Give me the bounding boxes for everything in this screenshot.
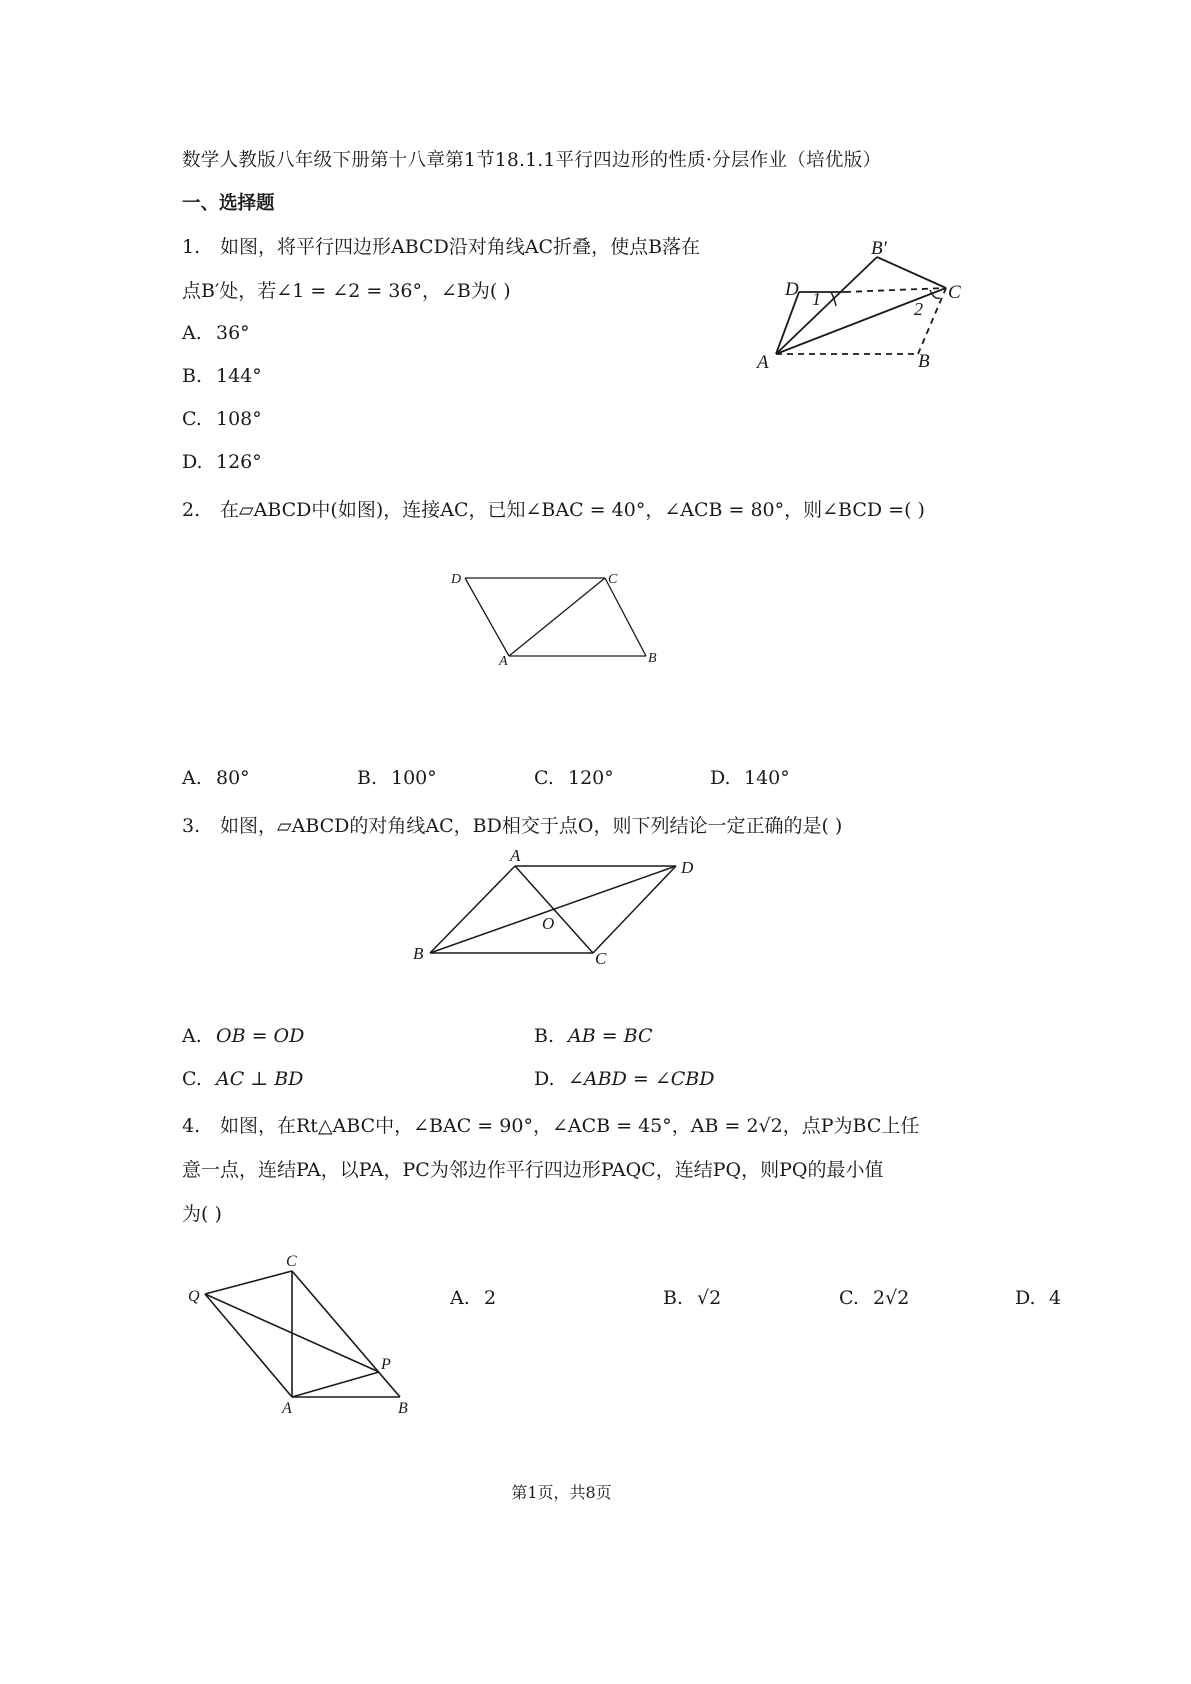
label-p: P xyxy=(381,1356,391,1373)
option-letter: C. xyxy=(182,408,202,430)
question-4-line-3: 为( ) xyxy=(182,1203,222,1225)
question-number: 1. xyxy=(182,236,201,258)
segment-qa xyxy=(205,1294,292,1397)
option-text: 4 xyxy=(1049,1287,1062,1309)
label-b: B xyxy=(413,944,424,963)
question-text: 如图，将平行四边形ABCD沿对角线AC折叠，使点B落在 xyxy=(220,236,701,258)
option-letter: C. xyxy=(839,1287,859,1309)
question-4-line-2: 意一点，连结PA，以PA，PC为邻边作平行四边形PAQC，连结PQ，则PQ的最小值 xyxy=(182,1159,884,1181)
option-text: AC ⊥ BD xyxy=(216,1068,304,1090)
option-letter: D. xyxy=(1015,1287,1036,1309)
section-heading: 一、选择题 xyxy=(182,193,275,214)
label-a: A xyxy=(499,654,508,669)
label-b: B xyxy=(918,351,930,372)
option-letter: D. xyxy=(534,1068,555,1090)
question-text: 如图，▱ABCD的对角线AC，BD相交于点O，则下列结论一定正确的是( ) xyxy=(220,815,843,837)
question-text: 在▱ABCD中(如图)，连接AC，已知∠BAC = 40°，∠ACB = 80°，则∠BCD =( ) xyxy=(220,499,925,521)
option-text: √2 xyxy=(697,1287,722,1309)
option-text: 126° xyxy=(216,451,262,473)
option-letter: A. xyxy=(450,1287,470,1309)
question-1-line-2: 点B′处，若∠1 = ∠2 = 36°，∠B为( ) xyxy=(182,280,511,302)
option-letter: A. xyxy=(182,1025,202,1047)
label-angle-1: 1 xyxy=(812,289,821,309)
label-c: C xyxy=(595,949,607,968)
label-a: A xyxy=(757,352,769,373)
label-c: C xyxy=(948,282,961,303)
option-text: 120° xyxy=(568,767,614,789)
option-letter: D. xyxy=(710,767,731,789)
label-angle-2: 2 xyxy=(914,299,923,319)
question-4-option-b[interactable] xyxy=(663,1287,721,1309)
option-text: ∠ABD = ∠CBD xyxy=(568,1068,715,1090)
option-letter: B. xyxy=(182,365,203,387)
question-4-option-a[interactable] xyxy=(450,1287,496,1309)
question-number: 4. xyxy=(182,1115,201,1137)
option-text: OB = OD xyxy=(216,1025,305,1047)
segment-ap xyxy=(292,1372,379,1397)
option-text: 36° xyxy=(216,322,250,344)
segment-cb xyxy=(292,1271,400,1397)
label-a: A xyxy=(282,1400,292,1417)
question-number: 2. xyxy=(182,499,201,521)
page-footer: 第1页，共8页 xyxy=(511,1483,612,1502)
option-text: AB = BC xyxy=(568,1025,653,1047)
option-letter: C. xyxy=(182,1068,202,1090)
option-text: 80° xyxy=(216,767,250,789)
label-b: B xyxy=(398,1400,408,1417)
label-b-prime: B′ xyxy=(871,238,887,259)
option-letter: B. xyxy=(663,1287,684,1309)
question-4-option-c[interactable] xyxy=(839,1287,909,1309)
label-d: D xyxy=(681,858,694,877)
question-number: 3. xyxy=(182,815,201,837)
option-text: 140° xyxy=(744,767,790,789)
option-text: 100° xyxy=(391,767,437,789)
label-c: C xyxy=(286,1253,297,1270)
label-a: A xyxy=(510,846,521,865)
label-d: D xyxy=(785,279,799,300)
option-letter: A. xyxy=(182,322,202,344)
label-d: D xyxy=(451,572,462,587)
question-text: 如图，在Rt△ABC中，∠BAC = 90°，∠ACB = 45°，AB = 2√2，点P为BC上任 xyxy=(220,1115,920,1137)
option-letter: B. xyxy=(534,1025,555,1047)
label-c: C xyxy=(608,572,618,587)
segment-qc xyxy=(205,1271,292,1294)
label-b: B xyxy=(648,651,657,666)
option-text: 2 xyxy=(484,1287,497,1309)
option-letter: B. xyxy=(357,767,378,789)
option-letter: D. xyxy=(182,451,203,473)
option-text: 144° xyxy=(216,365,262,387)
question-4-option-d[interactable] xyxy=(1015,1287,1061,1309)
option-letter: C. xyxy=(534,767,554,789)
option-letter: A. xyxy=(182,767,202,789)
label-q: Q xyxy=(188,1288,200,1305)
option-text: 2√2 xyxy=(873,1287,910,1309)
label-o: O xyxy=(542,914,555,933)
option-text: 108° xyxy=(216,408,262,430)
document-title: 数学人教版八年级下册第十八章第1节18.1.1平行四边形的性质·分层作业（培优版） xyxy=(182,150,882,171)
